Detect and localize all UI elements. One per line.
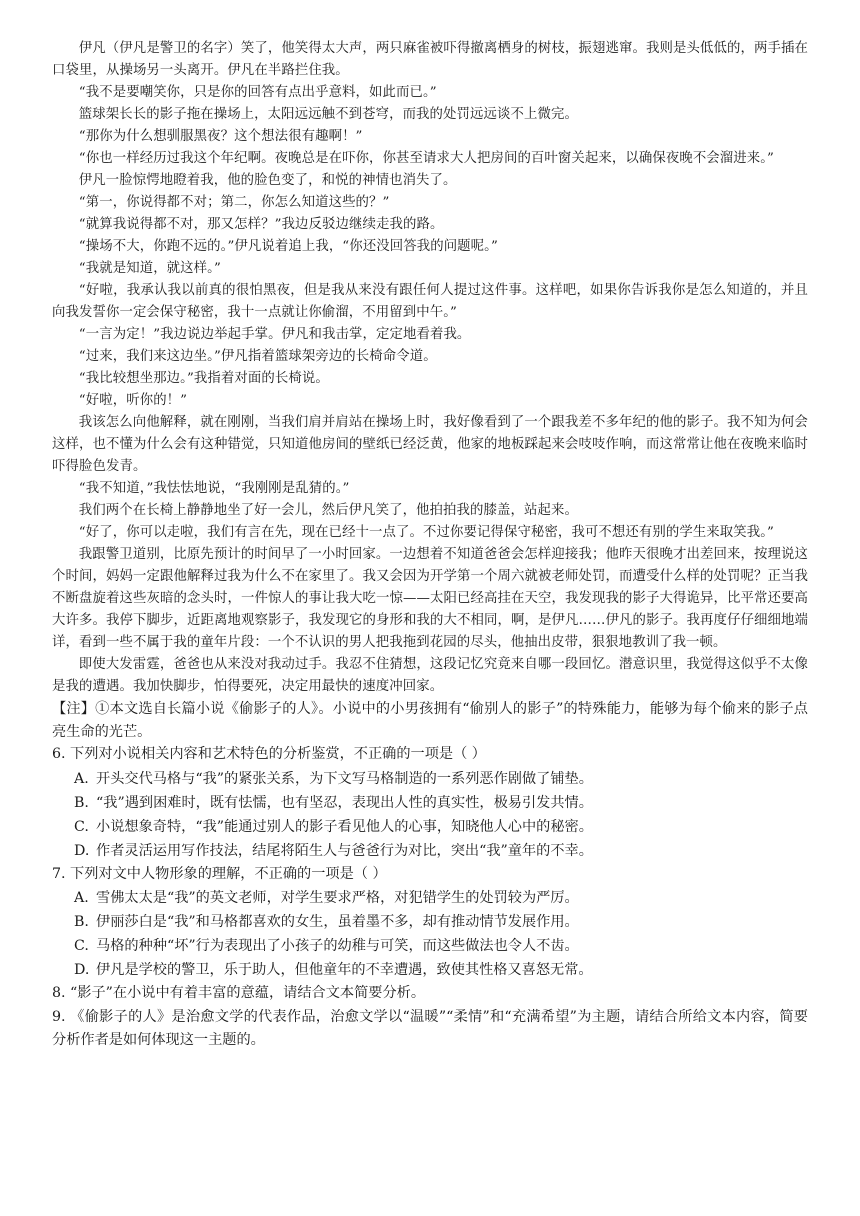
story-paragraph: 伊凡（伊凡是警卫的名字）笑了，他笑得太大声，两只麻雀被吓得撤离栖身的树枝，振翅逃窜。我则是头低低的，两手插在口袋里，从操场另一头离开。伊凡在半路拦住我。: [52, 41, 808, 78]
option-text: “我”遇到困难时，既有怯懦，也有坚忍，表现出人性的真实性，极易引发共情。: [96, 794, 593, 811]
option-text: 雪佛太太是“我”的英文老师，对学生要求严格，对犯错学生的处罚较为严厉。: [96, 890, 579, 906]
option-text: 伊凡是学校的警卫，乐于助人，但他童年的不幸遭遇，致使其性格又喜怒无常。: [96, 962, 593, 978]
option-c: [74, 815, 808, 839]
story-paragraph: “我不知道，”我怯怯地说，“我刚刚是乱猜的。”: [78, 481, 350, 496]
option-text: 马格的种种“坏”行为表现出了小孩子的幼稚与可笑，而这些做法也令人不齿。: [96, 938, 579, 954]
story-paragraph: 我们两个在长椅上静静地坐了好一会儿，然后伊凡笑了，他拍拍我的膝盖，站起来。: [78, 503, 578, 518]
story-paragraph: 篮球架长长的影子拖在操场上，太阳远远触不到苍穹，而我的处罚远远谈不上微完。: [78, 107, 578, 122]
option-text: 小说想象奇特，“我”能通过别人的影子看见他人的心事，知晓他人心中的秘密。: [96, 818, 593, 835]
story-paragraph: “我不是要嘲笑你，只是你的回答有点出乎意料，如此而已。”: [78, 85, 437, 100]
option-letter: A.: [74, 770, 89, 787]
option-text: 开头交代马格与“我”的紧张关系，为下文写马格制造的一系列恶作剧做了铺垫。: [96, 770, 593, 787]
option-c: [74, 934, 808, 958]
story-paragraph: “过来，我们来这边坐。”伊凡指着篮球架旁边的长椅命令道。: [78, 349, 437, 364]
option-b: [74, 910, 808, 934]
story-paragraph: “你也一样经历过我这个年纪啊。夜晚总是在吓你，你甚至请求大人把房间的百叶窗关起来，以确保夜晚不会溜进来。”: [78, 151, 775, 166]
story-paragraph: “好了，你可以走啦，我们有言在先，现在已经十一点了。不过你要记得保守秘密，我可不想还有别的学生来取笑我。”: [78, 525, 775, 540]
option-text: 作者灵活运用写作技法，结尾将陌生人与爸爸行为对比，突出“我”童年的不幸。: [96, 842, 593, 859]
question-7: [52, 863, 808, 983]
option-letter: C.: [74, 818, 89, 835]
story-paragraph: “操场不大，你跑不远的。”伊凡说着追上我，“你还没回答我的问题呢。”: [78, 239, 498, 254]
question-9: 9. 《偷影子的人》是治愈文学的代表作品，治愈文学以“温暖”“柔情”和“充满希望”为主题，请结合所给文本内容，简要分析作者是如何体现这一主题的。: [52, 1008, 808, 1048]
story-paragraph: “好啦，我承认我以前真的很怕黑夜，但是我从来没有跟任何人提过这件事。这样吧，如果你告诉我你是怎么知道的，并且向我发誓你一定会保守秘密，我十一点就让你偷溜，不用留到中午。”: [52, 283, 808, 320]
option-letter: D.: [74, 842, 90, 859]
story-paragraph: 即使大发雷霆，爸爸也从来没对我动过手。我忍不住猜想，这段记忆究竟来自哪一段回忆。潜意识里，我觉得这似乎不太像是我的遭遇。我加快脚步，怕得要死，决定用最快的速度冲回家。: [52, 657, 808, 694]
option-a: [74, 886, 808, 910]
option-letter: B.: [74, 914, 89, 930]
question-6: [52, 743, 808, 863]
story-paragraph: “一言为定！”我边说边举起手掌。伊凡和我击掌，定定地看着我。: [78, 327, 471, 342]
question-stem: 6. 下列对小说相关内容和艺术特色的分析鉴赏，不正确的一项是（ ）: [52, 746, 486, 762]
story-paragraph: “好啦，听你的！”: [78, 393, 188, 408]
option-letter: C.: [74, 938, 89, 954]
option-text: 伊丽莎白是“我”和马格都喜欢的女生，虽着墨不多，却有推动情节发展作用。: [96, 914, 579, 930]
story-paragraph: “就算我说得都不对，那又怎样？”我边反驳边继续走我的路。: [78, 217, 444, 232]
source-note: 【注】①本文选自长篇小说《偷影子的人》。小说中的小男孩拥有“偷别人的影子”的特殊能力，能够为每个偷来的影子点亮生命的光芒。: [52, 701, 808, 740]
option-letter: A.: [74, 890, 89, 906]
story-paragraph: 我跟警卫道别，比原先预计的时间早了一小时回家。一边想着不知道爸爸会怎样迎接我；他昨天很晚才出差回来，按理说这个时间，妈妈一定跟他解释过我为什么不在家里了。我又会因为开学第一个周六就被老师处罚，而遭受什么样的处罚呢？正当我不断盘旋着这些灰暗的念头时，一件惊人的事让我大吃一惊——太阳已经高挂在天空，我发现我的影子大得诡异，比平常还要高大许多。我停下脚步，近距离地观察影子，我发现它的身形和我的大不相同，啊，是伊凡……伊凡的影子。我再度仔仔细细地端详，看到一些不属于我的童年片段：一个不认识的男人把我拖到花园的尽头，他抽出皮带，狠狠地教训了我一顿。: [52, 547, 808, 650]
option-letter: B.: [74, 794, 89, 811]
story-text: [52, 38, 808, 698]
story-paragraph: “我就是知道，就这样。”: [78, 261, 221, 276]
option-letter: D.: [74, 962, 90, 978]
story-paragraph: “第一，你说得都不对；第二，你怎么知道这些的？”: [78, 195, 390, 210]
question-8: 8. “影子”在小说中有着丰富的意蕴，请结合文本简要分析。: [52, 985, 426, 1001]
option-a: [74, 767, 808, 791]
option-d: [74, 958, 808, 982]
option-d: [74, 839, 808, 863]
story-paragraph: “我比较想坐那边。”我指着对面的长椅说。: [78, 371, 329, 386]
option-b: [74, 791, 808, 815]
story-paragraph: 我该怎么向他解释，就在刚刚，当我们肩并肩站在操场上时，我好像看到了一个跟我差不多年纪的他的影子。我不知为何会这样，也不懂为什么会有这种错觉，只知道他房间的壁纸已经泛黄，他家的地板踩起来会吱吱作响，而这常常让他在夜晚来临时吓得脸色发青。: [52, 415, 808, 474]
story-paragraph: “那你为什么想驯服黑夜？这个想法很有趣啊！”: [78, 129, 363, 144]
question-stem: 7. 下列对文中人物形象的理解，不正确的一项是（ ）: [52, 865, 387, 882]
story-paragraph: 伊凡一脸惊愕地瞪着我，他的脸色变了，和悦的神情也消失了。: [78, 173, 457, 188]
